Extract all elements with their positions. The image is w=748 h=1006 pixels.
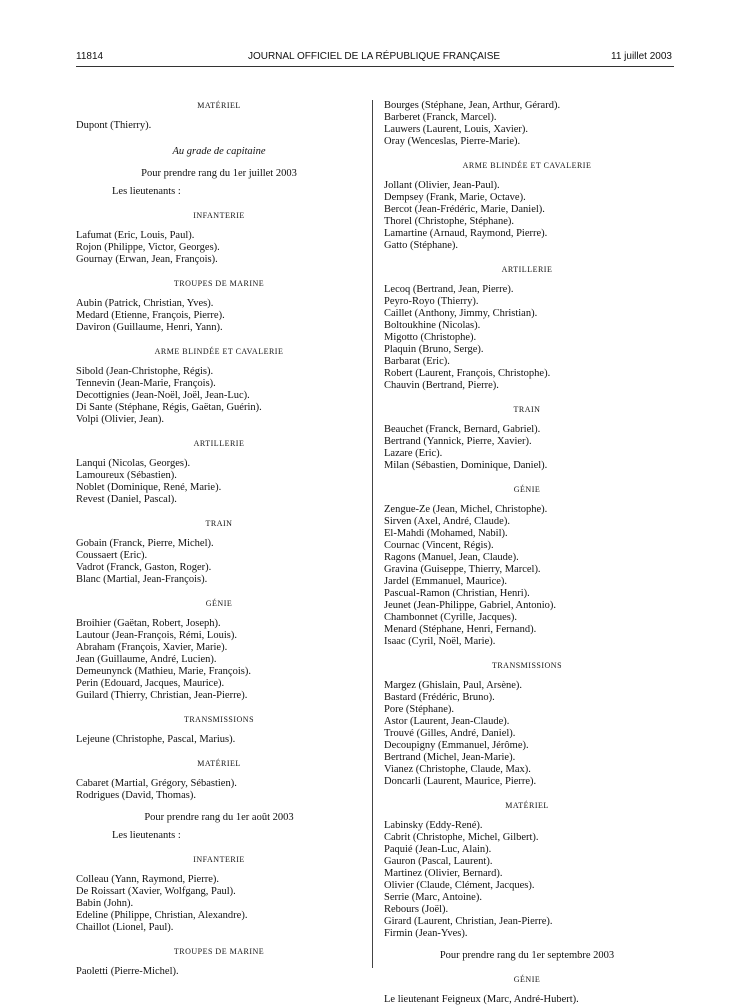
journal-title: JOURNAL OFFICIEL DE LA RÉPUBLIQUE FRANÇAISE: [247, 51, 501, 62]
name-entry: Menard (Stéphane, Henri, Fernand).: [384, 624, 537, 635]
name-entry: Perin (Edouard, Jacques, Maurice).: [76, 678, 225, 689]
name-entry: Girard (Laurent, Christian, Jean-Pierre).: [384, 916, 553, 927]
name-entry: El-Mahdi (Mohamed, Nabil).: [384, 528, 508, 539]
name-entry: Gauron (Pascal, Laurent).: [384, 856, 493, 867]
name-entry: Firmin (Jean-Yves).: [384, 928, 468, 939]
name-entry: Aubin (Patrick, Christian, Yves).: [76, 298, 214, 309]
name-entry: Martinez (Olivier, Bernard).: [384, 868, 503, 879]
rank-date: Pour prendre rang du 1er août 2003: [144, 812, 294, 823]
name-entry: Ragons (Manuel, Jean, Claude).: [384, 552, 519, 563]
name-entry: Gobain (Franck, Pierre, Michel).: [76, 538, 214, 549]
name-entry: Lautour (Jean-François, Rémi, Louis).: [76, 630, 237, 641]
name-entry: Peyro-Royo (Thierry).: [384, 296, 479, 307]
name-entry: Vadrot (Franck, Gaston, Roger).: [76, 562, 212, 573]
name-entry: Lamoureux (Sébastien).: [76, 470, 177, 481]
name-entry: Colleau (Yann, Raymond, Pierre).: [76, 874, 219, 885]
name-entry: Zengue-Ze (Jean, Michel, Christophe).: [384, 504, 548, 515]
name-entry: Paoletti (Pierre-Michel).: [76, 966, 179, 977]
section-heading: MATÉRIEL: [197, 759, 241, 768]
left-column: [76, 100, 362, 978]
page-number: 11814: [76, 51, 104, 62]
section-heading: TRAIN: [205, 519, 233, 528]
section-heading: TROUPES DE MARINE: [173, 279, 265, 288]
name-entry: Blanc (Martial, Jean-François).: [76, 574, 208, 585]
name-entry: Decoupigny (Emmanuel, Jérôme).: [384, 740, 529, 751]
name-entry: Rojon (Philippe, Victor, Georges).: [76, 242, 220, 253]
name-entry: Di Sante (Stéphane, Régis, Gaëtan, Guérin).: [76, 402, 262, 413]
name-entry: Lazare (Eric).: [384, 448, 443, 459]
name-entry: Labinsky (Eddy-René).: [384, 820, 483, 831]
name-entry: Gatto (Stéphane).: [384, 240, 459, 251]
name-entry: Rebours (Joël).: [384, 904, 449, 915]
section-heading: MATÉRIEL: [505, 801, 549, 810]
name-entry: Babin (John).: [76, 898, 134, 909]
name-entry: Trouvé (Gilles, André, Daniel).: [384, 728, 516, 739]
section-heading: ARME BLINDÉE ET CAVALERIE: [154, 347, 284, 356]
name-entry: Barberet (Franck, Marcel).: [384, 112, 497, 123]
name-entry: Bercot (Jean-Frédéric, Marie, Daniel).: [384, 204, 545, 215]
name-entry: De Roissart (Xavier, Wolfgang, Paul).: [76, 886, 236, 897]
column-divider: [372, 100, 373, 968]
name-entry: Lecoq (Bertrand, Jean, Pierre).: [384, 284, 514, 295]
name-entry: Tennevin (Jean-Marie, François).: [76, 378, 216, 389]
name-entry: Doncarli (Laurent, Maurice, Pierre).: [384, 776, 537, 787]
section-heading: INFANTERIE: [193, 855, 245, 864]
name-entry: Bastard (Frédéric, Bruno).: [384, 692, 495, 703]
name-entry: Coussaert (Eric).: [76, 550, 148, 561]
name-entry: Astor (Laurent, Jean-Claude).: [384, 716, 510, 727]
rank-date: Pour prendre rang du 1er juillet 2003: [141, 168, 297, 179]
name-entry: Robert (Laurent, François, Christophe).: [384, 368, 551, 379]
name-entry: Caillet (Anthony, Jimmy, Christian).: [384, 308, 538, 319]
name-entry: Lafumat (Eric, Louis, Paul).: [76, 230, 195, 241]
grade-heading: Au grade de capitaine: [172, 146, 266, 157]
name-entry: Cabrit (Christophe, Michel, Gilbert).: [384, 832, 539, 843]
name-entry: Revest (Daniel, Pascal).: [76, 494, 177, 505]
name-entry: Demeunynck (Mathieu, Marie, François).: [76, 666, 251, 677]
name-entry: Le lieutenant Feigneux (Marc, André-Hubert).: [384, 994, 579, 1005]
name-entry: Migotto (Christophe).: [384, 332, 477, 343]
issue-date: 11 juillet 2003: [611, 51, 672, 62]
name-entry: Rodrigues (David, Thomas).: [76, 790, 196, 801]
name-entry: Lamartine (Arnaud, Raymond, Pierre).: [384, 228, 548, 239]
name-entry: Chambonnet (Cyrille, Jacques).: [384, 612, 517, 623]
section-heading: TRANSMISSIONS: [183, 715, 255, 724]
name-entry: Bertrand (Yannick, Pierre, Xavier).: [384, 436, 532, 447]
name-entry: Gravina (Guiseppe, Thierry, Marcel).: [384, 564, 541, 575]
name-entry: Jean (Guillaume, André, Lucien).: [76, 654, 217, 665]
name-entry: Dupont (Thierry).: [76, 120, 152, 131]
name-entry: Serrie (Marc, Antoine).: [384, 892, 482, 903]
name-entry: Isaac (Cyril, Noël, Marie).: [384, 636, 496, 647]
name-entry: Beauchet (Franck, Bernard, Gabriel).: [384, 424, 541, 435]
section-heading: ARME BLINDÉE ET CAVALERIE: [462, 161, 592, 170]
section-heading: TRAIN: [513, 405, 541, 414]
name-entry: Lejeune (Christophe, Pascal, Marius).: [76, 734, 236, 745]
name-entry: Paquié (Jean-Luc, Alain).: [384, 844, 492, 855]
name-entry: Oray (Wenceslas, Pierre-Marie).: [384, 136, 521, 147]
name-entry: Milan (Sébastien, Dominique, Daniel).: [384, 460, 548, 471]
name-entry: Edeline (Philippe, Christian, Alexandre).: [76, 910, 248, 921]
name-entry: Chauvin (Bertrand, Pierre).: [384, 380, 499, 391]
name-entry: Plaquin (Bruno, Serge).: [384, 344, 484, 355]
section-heading: MATÉRIEL: [197, 101, 241, 110]
name-entry: Jollant (Olivier, Jean-Paul).: [384, 180, 500, 191]
name-entry: Broihier (Gaëtan, Robert, Joseph).: [76, 618, 221, 629]
name-entry: Lanqui (Nicolas, Georges).: [76, 458, 191, 469]
section-heading: TROUPES DE MARINE: [173, 947, 265, 956]
name-entry: Volpi (Olivier, Jean).: [76, 414, 165, 425]
name-entry: Margez (Ghislain, Paul, Arsène).: [384, 680, 523, 691]
section-heading: TRANSMISSIONS: [491, 661, 563, 670]
name-entry: Sibold (Jean-Christophe, Régis).: [76, 366, 214, 377]
name-entry: Thorel (Christophe, Stéphane).: [384, 216, 515, 227]
name-entry: Daviron (Guillaume, Henri, Yann).: [76, 322, 223, 333]
section-heading: INFANTERIE: [193, 211, 245, 220]
name-entry: Noblet (Dominique, René, Marie).: [76, 482, 222, 493]
name-entry: Barbarat (Eric).: [384, 356, 450, 367]
name-entry: Gournay (Erwan, Jean, François).: [76, 254, 218, 265]
section-heading: ARTILLERIE: [193, 439, 245, 448]
name-entry: Sirven (Axel, André, Claude).: [384, 516, 510, 527]
name-entry: Jardel (Emmanuel, Maurice).: [384, 576, 508, 587]
name-entry: Abraham (François, Xavier, Marie).: [76, 642, 228, 653]
name-entry: Chaillot (Lionel, Paul).: [76, 922, 174, 933]
name-entry: Vianez (Christophe, Claude, Max).: [384, 764, 531, 775]
name-entry: Cabaret (Martial, Grégory, Sébastien).: [76, 778, 237, 789]
name-entry: Guilard (Thierry, Christian, Jean-Pierre).: [76, 690, 248, 701]
rank-date: Pour prendre rang du 1er septembre 2003: [439, 950, 615, 961]
lieutenants-label: Les lieutenants :: [112, 186, 181, 197]
name-entry: Bertrand (Michel, Jean-Marie).: [384, 752, 516, 763]
name-entry: Pascual-Ramon (Christian, Henri).: [384, 588, 530, 599]
header-rule: [76, 66, 674, 67]
name-entry: Boltoukhine (Nicolas).: [384, 320, 481, 331]
section-heading: GÉNIE: [513, 485, 541, 494]
name-entry: Pore (Stéphane).: [384, 704, 454, 715]
right-column: [384, 100, 670, 1006]
name-entry: Jeunet (Jean-Philippe, Gabriel, Antonio).: [384, 600, 557, 611]
name-entry: Olivier (Claude, Clément, Jacques).: [384, 880, 535, 891]
name-entry: Medard (Etienne, François, Pierre).: [76, 310, 225, 321]
section-heading: GÉNIE: [513, 975, 541, 984]
name-entry: Bourges (Stéphane, Jean, Arthur, Gérard).: [384, 100, 561, 111]
name-entry: Decottignies (Jean-Noël, Joël, Jean-Luc).: [76, 390, 250, 401]
name-entry: Dempsey (Frank, Marie, Octave).: [384, 192, 526, 203]
lieutenants-label: Les lieutenants :: [112, 830, 181, 841]
name-entry: Lauwers (Laurent, Louis, Xavier).: [384, 124, 529, 135]
section-heading: GÉNIE: [205, 599, 233, 608]
name-entry: Cournac (Vincent, Régis).: [384, 540, 494, 551]
section-heading: ARTILLERIE: [501, 265, 553, 274]
